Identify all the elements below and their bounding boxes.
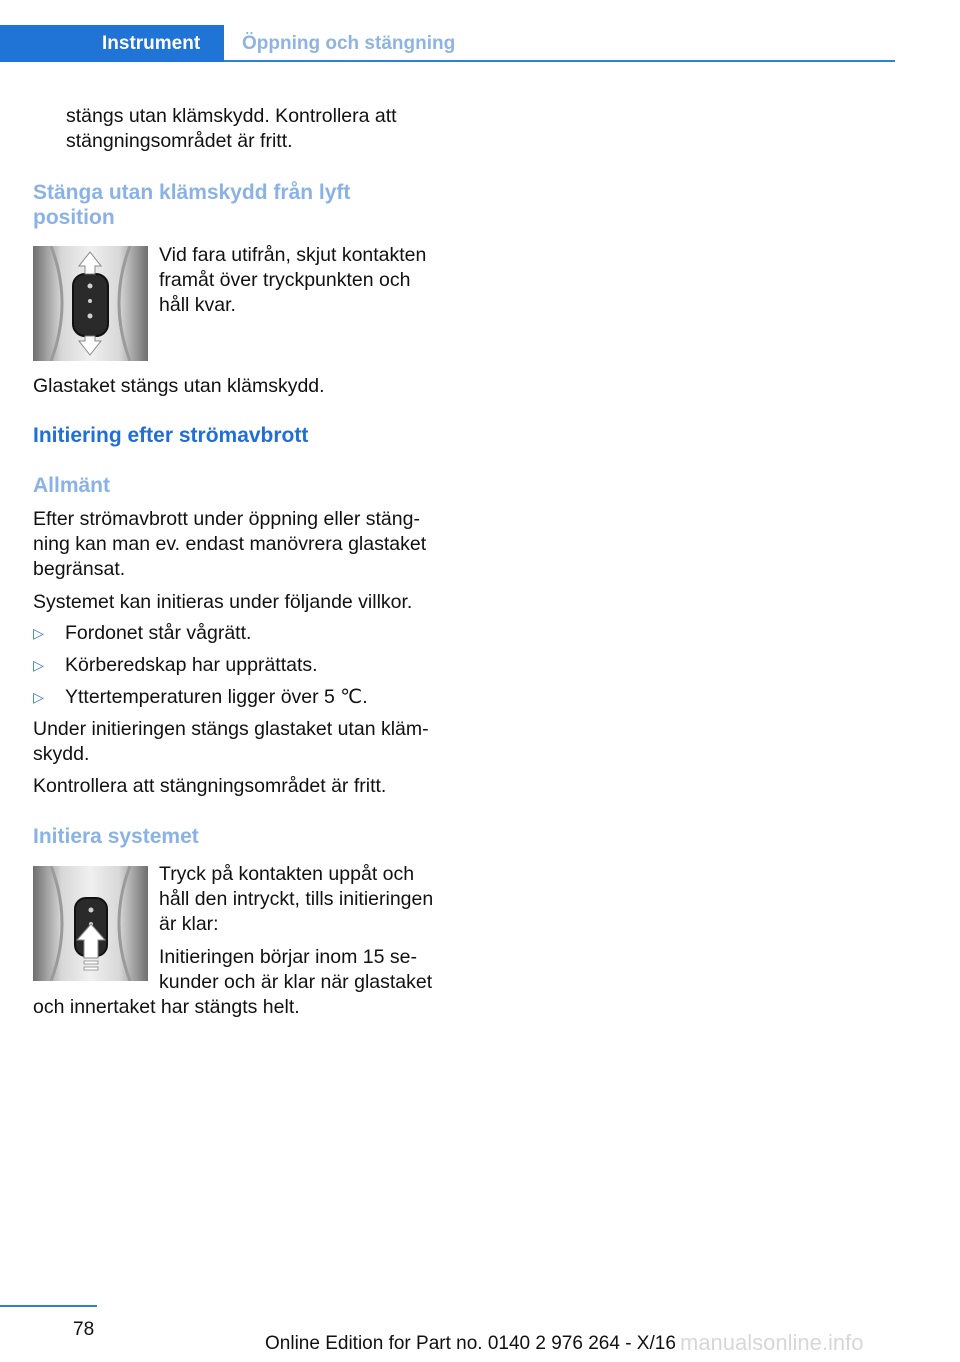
watermark: manualsonline.info (680, 1330, 864, 1355)
close-instruction-line-2: framåt över tryckpunkten och (159, 269, 411, 291)
footer-rule (0, 1305, 97, 1307)
press-instruction-line-2: håll den intryckt, tills initieringen (159, 888, 434, 910)
check-area: Kontrollera att stängningsområdet är fritt. (33, 775, 387, 797)
heading-close-from-lift-line-2: position (33, 206, 115, 229)
general-line-1: Efter strömavbrott under öppning eller stäng‐ (33, 508, 420, 530)
list-item-text: Yttertemperaturen ligger över 5 ℃. (65, 686, 368, 708)
triangle-bullet-icon: ▷ (33, 657, 44, 673)
press-instruction-line-3: är klar: (159, 913, 219, 935)
heading-init-after-power-failure: Initiering efter strömavbrott (33, 424, 309, 447)
during-init-line-1: Under initieringen stängs glastaket utan kläm‐ (33, 718, 429, 740)
intro-line-2: stängningsområdet är fritt. (66, 130, 293, 152)
intro-line-1: stängs utan klämskydd. Kontrollera att (66, 105, 397, 127)
start-line-1: Initieringen börjar inom 15 se‐ (159, 946, 417, 968)
switch-up-illustration (33, 866, 148, 981)
general-line-3: begränsat. (33, 558, 126, 580)
heading-initialize-system: Initiera systemet (33, 825, 199, 848)
close-instruction-line-3: håll kvar. (159, 294, 236, 316)
edition-note: Online Edition for Part no. 0140 2 976 264 - X/16 (265, 1333, 676, 1354)
list-item-text: Körberedskap har upprättats. (65, 654, 318, 676)
section-tab[interactable]: Öppning och stängning (242, 33, 456, 54)
close-result: Glastaket stängs utan klämskydd. (33, 375, 325, 397)
triangle-bullet-icon: ▷ (33, 625, 44, 641)
close-instruction-line-1: Vid fara utifrån, skjut kontakten (159, 244, 427, 266)
start-line-3: och innertaket har stängts helt. (33, 996, 300, 1018)
conditions-intro: Systemet kan initieras under följande villkor. (33, 591, 413, 613)
heading-general: Allmänt (33, 474, 111, 497)
start-line-2: kunder och är klar när glastaket (159, 971, 433, 993)
triangle-bullet-icon: ▷ (33, 689, 44, 705)
heading-close-from-lift-line-1: Stänga utan klämskydd från lyft (33, 181, 351, 204)
during-init-line-2: skydd. (33, 743, 90, 765)
press-instruction-line-1: Tryck på kontakten uppåt och (159, 863, 415, 885)
general-line-2: ning kan man ev. endast manövrera glastaket (33, 533, 427, 555)
chapter-tab[interactable]: Instrument (0, 25, 224, 62)
switch-forward-illustration (33, 246, 148, 361)
list-item-text: Fordonet står vågrätt. (65, 622, 252, 644)
page-number: 78 (73, 1319, 95, 1340)
